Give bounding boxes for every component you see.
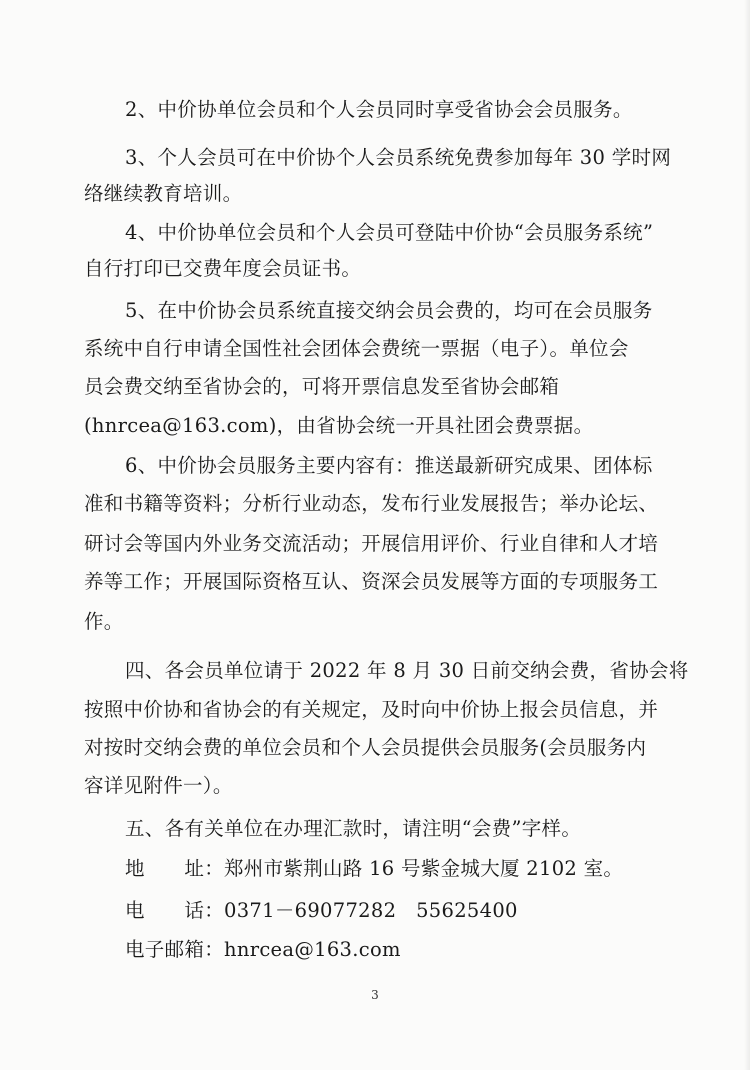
paragraph-line: 系统中自行申请全国性社会团体会费统一票据（电子）。单位会 [84, 337, 629, 360]
paragraph-line: 容详见附件一）。 [84, 774, 233, 797]
phone-line: 电 话：0371－69077282 55625400 [125, 899, 518, 922]
paragraph-line: 五、各有关单位在办理汇款时，请注明“会费”字样。 [125, 817, 582, 840]
paragraph-line: 养等工作；开展国际资格互认、资深会员发展等方面的专项服务工 [84, 570, 659, 593]
address-line: 地 址：郑州市紫荆山路 16 号紫金城大厦 2102 室。 [125, 857, 624, 880]
paragraph-line: 6、中价协会员服务主要内容有：推送最新研究成果、团体标 [125, 454, 653, 477]
email-line: 电子邮箱：hnrcea@163.com [125, 938, 401, 961]
paragraph-line: 4、中价协单位会员和个人会员可登陆中价协“会员服务系统” [125, 221, 654, 244]
page-number: 3 [371, 988, 379, 1002]
paragraph-line: 2、中价协单位会员和个人会员同时享受省协会会员服务。 [125, 98, 633, 121]
paragraph-line: 自行打印已交费年度会员证书。 [84, 257, 362, 280]
paragraph-line: 四、各会员单位请于 2022 年 8 月 30 日前交纳会费，省协会将 [125, 659, 689, 682]
paragraph-line: 3、个人会员可在中价协个人会员系统免费参加每年 30 学时网 [125, 146, 672, 169]
paragraph-line: (hnrcea@163.com)，由省协会统一开具社团会费票据。 [84, 414, 594, 437]
paragraph-line: 5、在中价协会员系统直接交纳会员会费的，均可在会员服务 [125, 299, 653, 322]
paragraph-line: 作。 [84, 610, 124, 633]
paragraph-line: 员会费交纳至省协会的，可将开票信息发至省协会邮箱 [84, 375, 560, 398]
paragraph-line: 研讨会等国内外业务交流活动；开展信用评价、行业自律和人才培 [84, 532, 659, 555]
paragraph-line: 按照中价协和省协会的有关规定，及时向中价协上报会员信息，并 [84, 698, 659, 721]
paragraph-line: 准和书籍等资料；分析行业动态，发布行业发展报告；举办论坛、 [84, 492, 659, 515]
page-edge-shadow [744, 0, 750, 1070]
paragraph-line: 络继续教育培训。 [84, 182, 243, 205]
paragraph-line: 对按时交纳会费的单位会员和个人会员提供会员服务(会员服务内 [84, 736, 647, 759]
